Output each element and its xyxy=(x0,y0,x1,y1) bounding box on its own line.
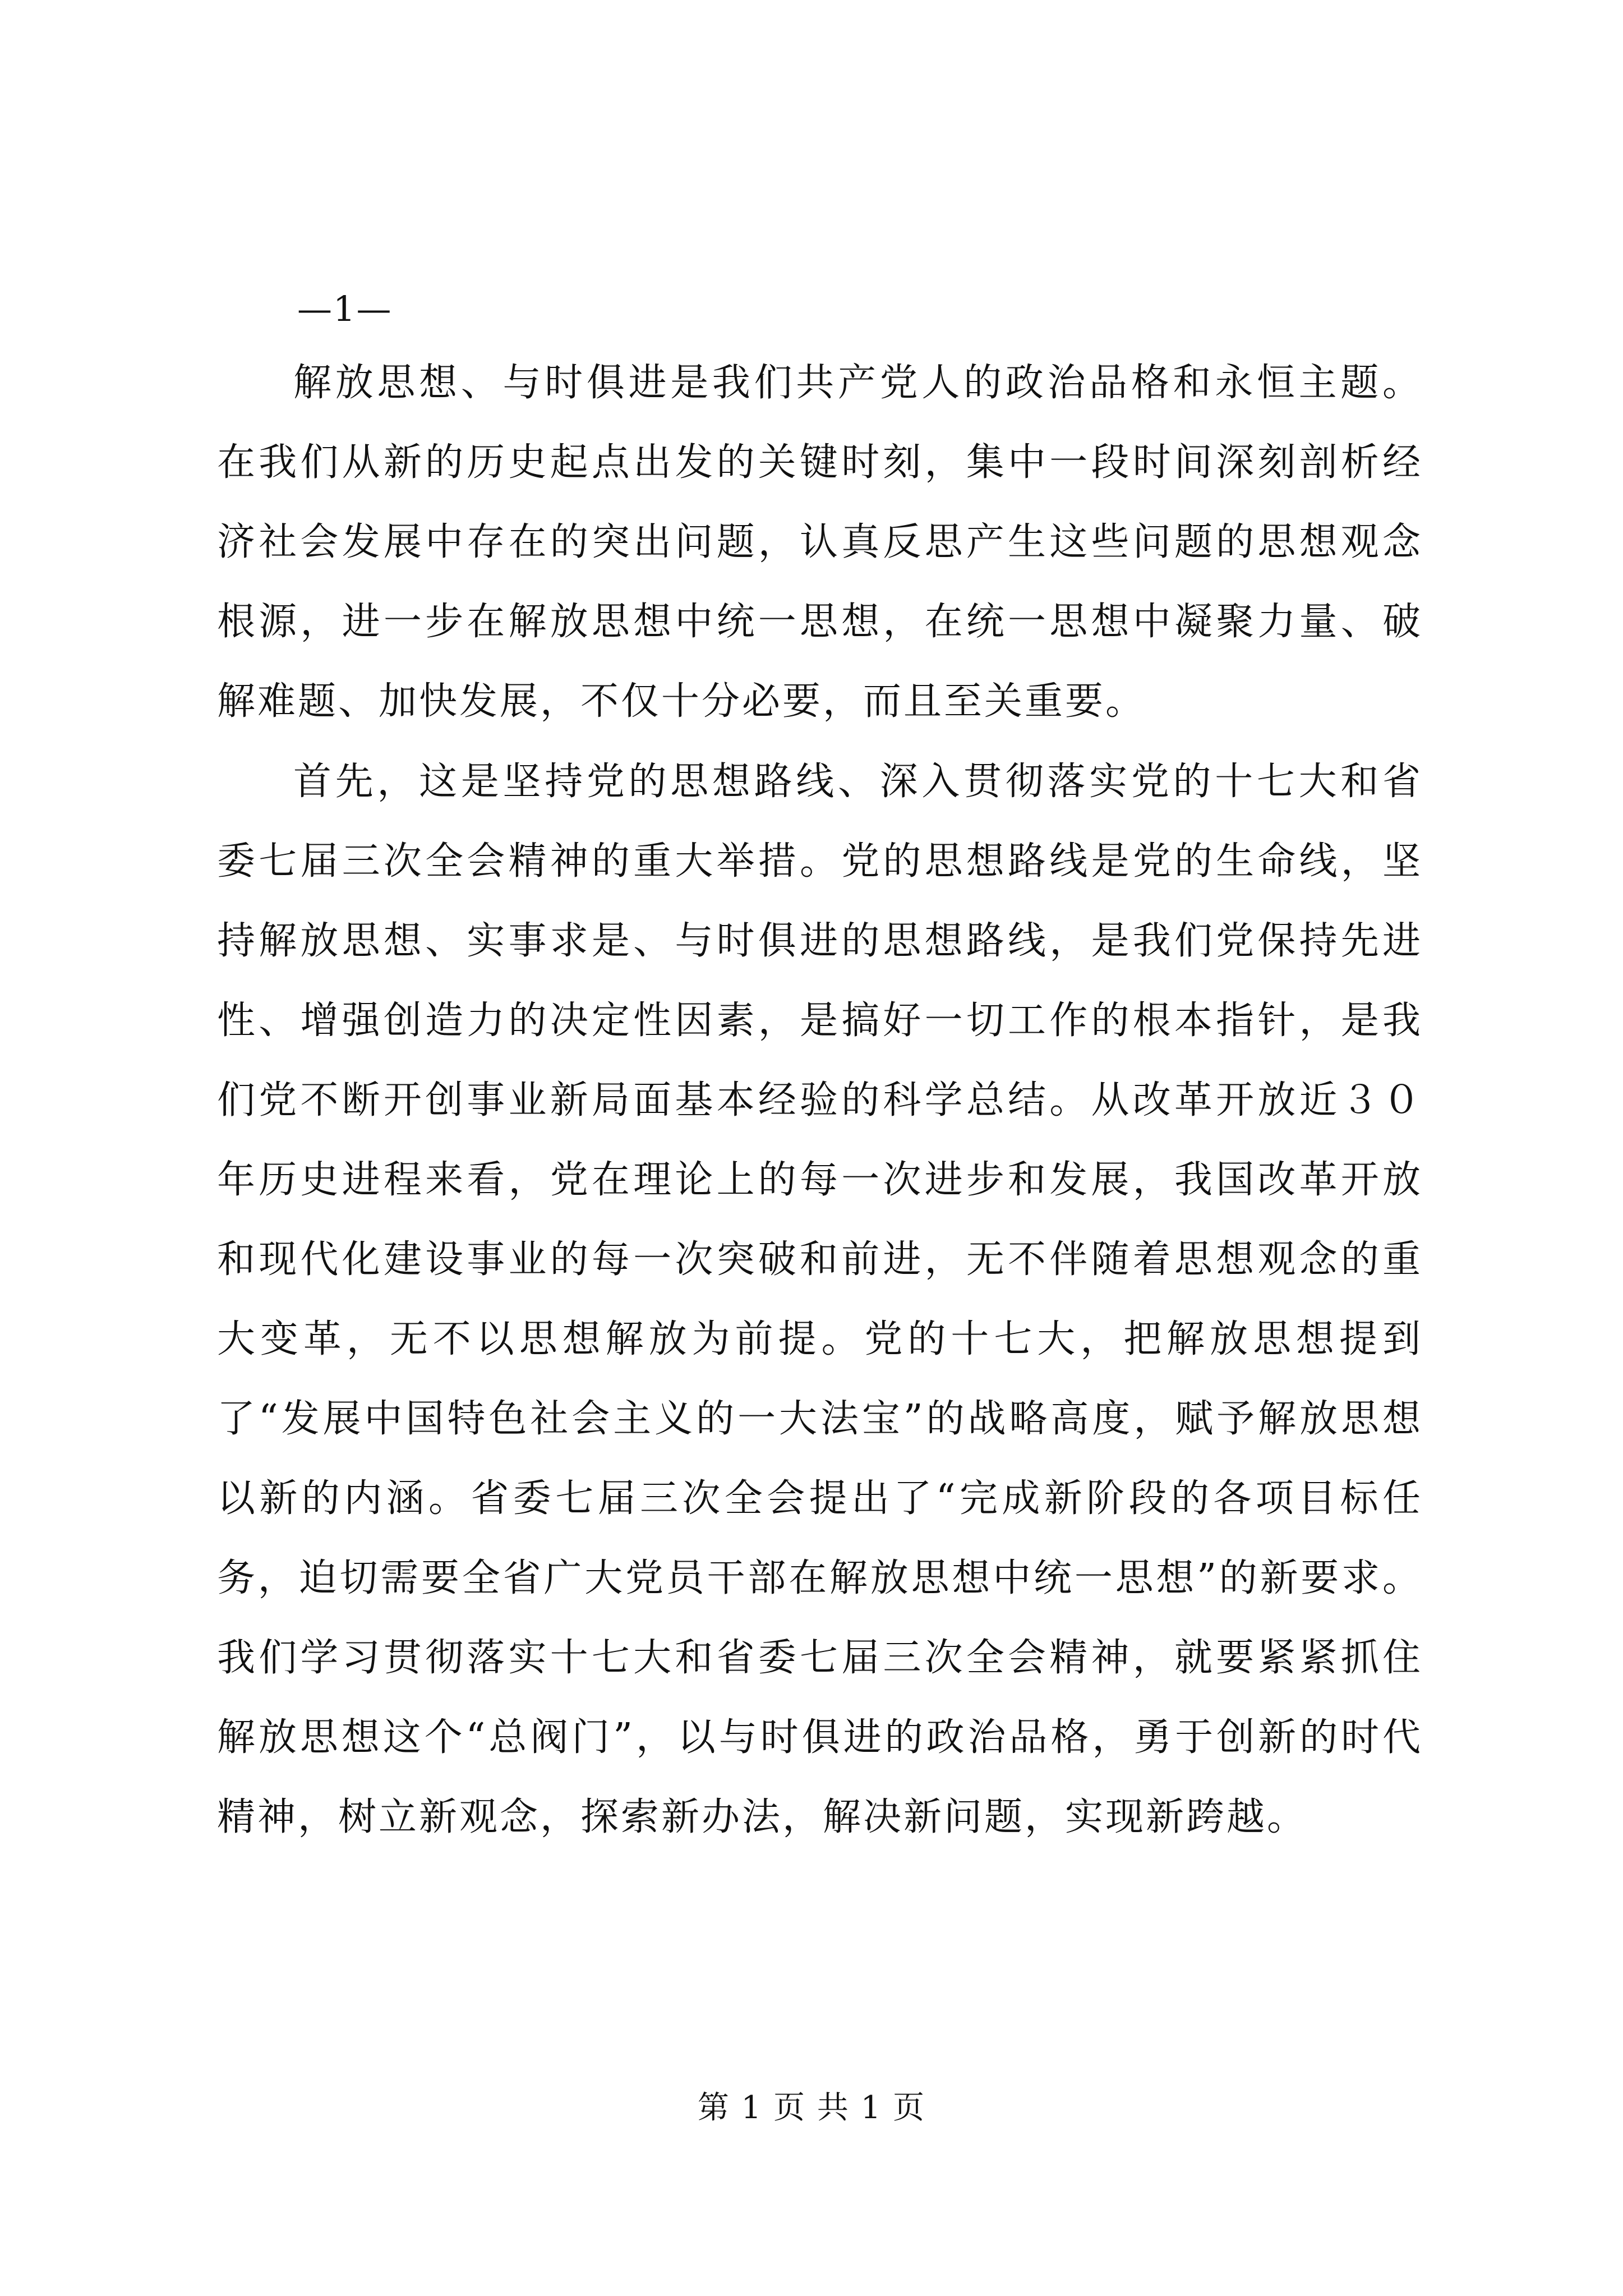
paragraph-1: 解放思想、与时俱进是我们共产党人的政治品格和永恒主题。在我们从新的历史起点出发的关键时刻，集中一段时间深刻剖析经济社会发展中存在的突出问题，认真反思产生这些问题的思想观念根源，进一步在解放思想中统一思想，在统一思想中凝聚力量、破解难题、加快发展，不仅十分必要，而且至关重要。 xyxy=(217,361,1423,724)
paragraph-2: 首先，这是坚持党的思想路线、深入贯彻落实党的十七大和省委七届三次全会精神的重大举措。党的思想路线是党的生命线，坚持解放思想、实事求是、与时俱进的思想路线，是我们党保持先进性、增强创造力的决定性因素，是搞好一切工作的根本指针，是我们党不断开创事业新局面基本经验的科学总结。从改革开放近３０年历史进程来看，党在理论上的每一次进步和发展，我国改革开放和现代化建设事业的每一次突破和前进，无不伴随着思想观念的重大变革，无不以思想解放为前提。党的十七大，把解放思想提到了“发展中国特色社会主义的一大法宝”的战略高度，赋予解放思想以新的内涵。省委七届三次全会提出了“完成新阶段的各项目标任务，迫切需要全省广大党员干部在解放思想中统一思想”的新要求。我们学习贯彻落实十七大和省委七届三次全会精神，就要紧紧抓住解放思想这个“总阀门”，以与时俱进的政治品格，勇于创新的时代精神，树立新观念，探索新办法，解决新问题，实现新跨越。 xyxy=(217,760,1423,1839)
page-number-marker: —1— xyxy=(297,288,393,329)
page-footer: 第 1 页 共 1 页 xyxy=(697,2090,926,2126)
